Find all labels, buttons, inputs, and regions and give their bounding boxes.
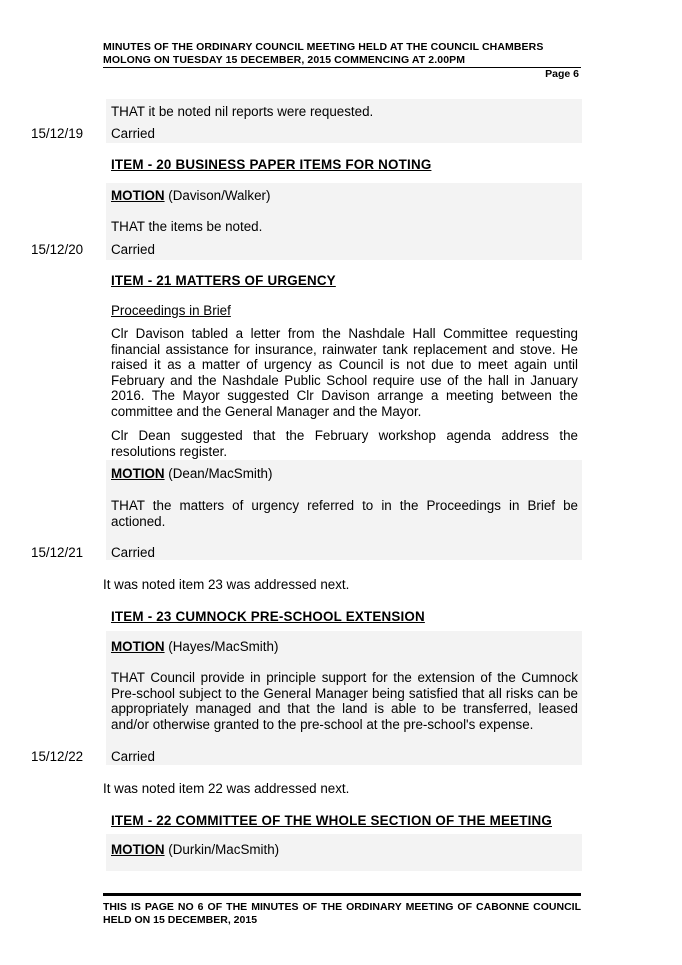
motion-22: [111, 842, 279, 858]
resolution-text-21: THAT the matters of urgency referred to in the Proceedings in Brief be actioned.: [111, 498, 578, 529]
item-23-heading: ITEM - 23 CUMNOCK PRE-SCHOOL EXTENSION: [111, 609, 425, 624]
motion-20: [111, 188, 270, 204]
resolution-text-20: THAT the items be noted.: [111, 219, 263, 234]
resolution-number-19: 15/12/19: [31, 126, 84, 141]
proceedings-in-brief: Proceedings in Brief: [111, 303, 231, 318]
motion-movers: (Durkin/MacSmith): [164, 842, 280, 857]
carried-21: Carried: [111, 545, 155, 560]
motion-21: [111, 466, 272, 482]
carried-20: Carried: [111, 242, 155, 257]
carried-19: Carried: [111, 126, 155, 141]
resolution-text-19: THAT it be noted nil reports were requested.: [111, 104, 374, 119]
motion-movers: (Dean/MacSmith): [164, 466, 273, 481]
item-21-heading: ITEM - 21 MATTERS OF URGENCY: [111, 273, 336, 288]
item-22-heading: ITEM - 22 COMMITTEE OF THE WHOLE SECTION OF THE MEETING: [111, 813, 552, 828]
motion-23: [111, 639, 278, 655]
resolution-number-21: 15/12/21: [31, 545, 84, 560]
motion-label: MOTION: [111, 639, 165, 654]
note-item-23: It was noted item 23 was addressed next.: [103, 577, 350, 592]
header-line-2: MOLONG ON TUESDAY 15 DECEMBER, 2015 COMMENCING AT 2.00PM: [103, 54, 581, 68]
header-line-1: MINUTES OF THE ORDINARY COUNCIL MEETING HELD AT THE COUNCIL CHAMBERS: [103, 41, 544, 53]
motion-movers: (Davison/Walker): [164, 188, 271, 203]
motion-movers: (Hayes/MacSmith): [164, 639, 279, 654]
note-item-22: It was noted item 22 was addressed next.: [103, 781, 350, 796]
carried-22: Carried: [111, 749, 155, 764]
page-header: [103, 41, 581, 68]
item-20-heading: ITEM - 20 BUSINESS PAPER ITEMS FOR NOTING: [111, 157, 432, 172]
resolution-number-20: 15/12/20: [31, 242, 84, 257]
motion-label: MOTION: [111, 842, 165, 857]
proceedings-paragraph-1: Clr Davison tabled a letter from the Nashdale Hall Committee requesting financial assistance for insurance, rainwater tank replacement and stove. He raised it as a matter of urgency as Council is not due to meet again until February and the Nashdale Public School require use of the hall in January 2016. The Mayor suggested Clr Davison arrange a meeting between the committee and the General Manager and the Mayor.: [111, 326, 578, 419]
motion-label: MOTION: [111, 188, 165, 203]
resolution-number-22: 15/12/22: [31, 749, 84, 764]
page-footer: THIS IS PAGE NO 6 OF THE MINUTES OF THE ORDINARY MEETING OF CABONNE COUNCIL HELD ON 15 DECEMBER, 2015: [103, 893, 581, 927]
resolution-text-23: THAT Council provide in principle support for the extension of the Cumnock Pre-school subject to the General Manager being satisfied that all risks can be appropriately managed and that the land is able to be transferred, leased and/or otherwise granted to the pre-school at the pre-school's expense.: [111, 670, 578, 732]
proceedings-paragraph-2: Clr Dean suggested that the February workshop agenda address the resolutions register.: [111, 428, 578, 459]
page-number: Page 6: [545, 68, 579, 80]
motion-label: MOTION: [111, 466, 165, 481]
